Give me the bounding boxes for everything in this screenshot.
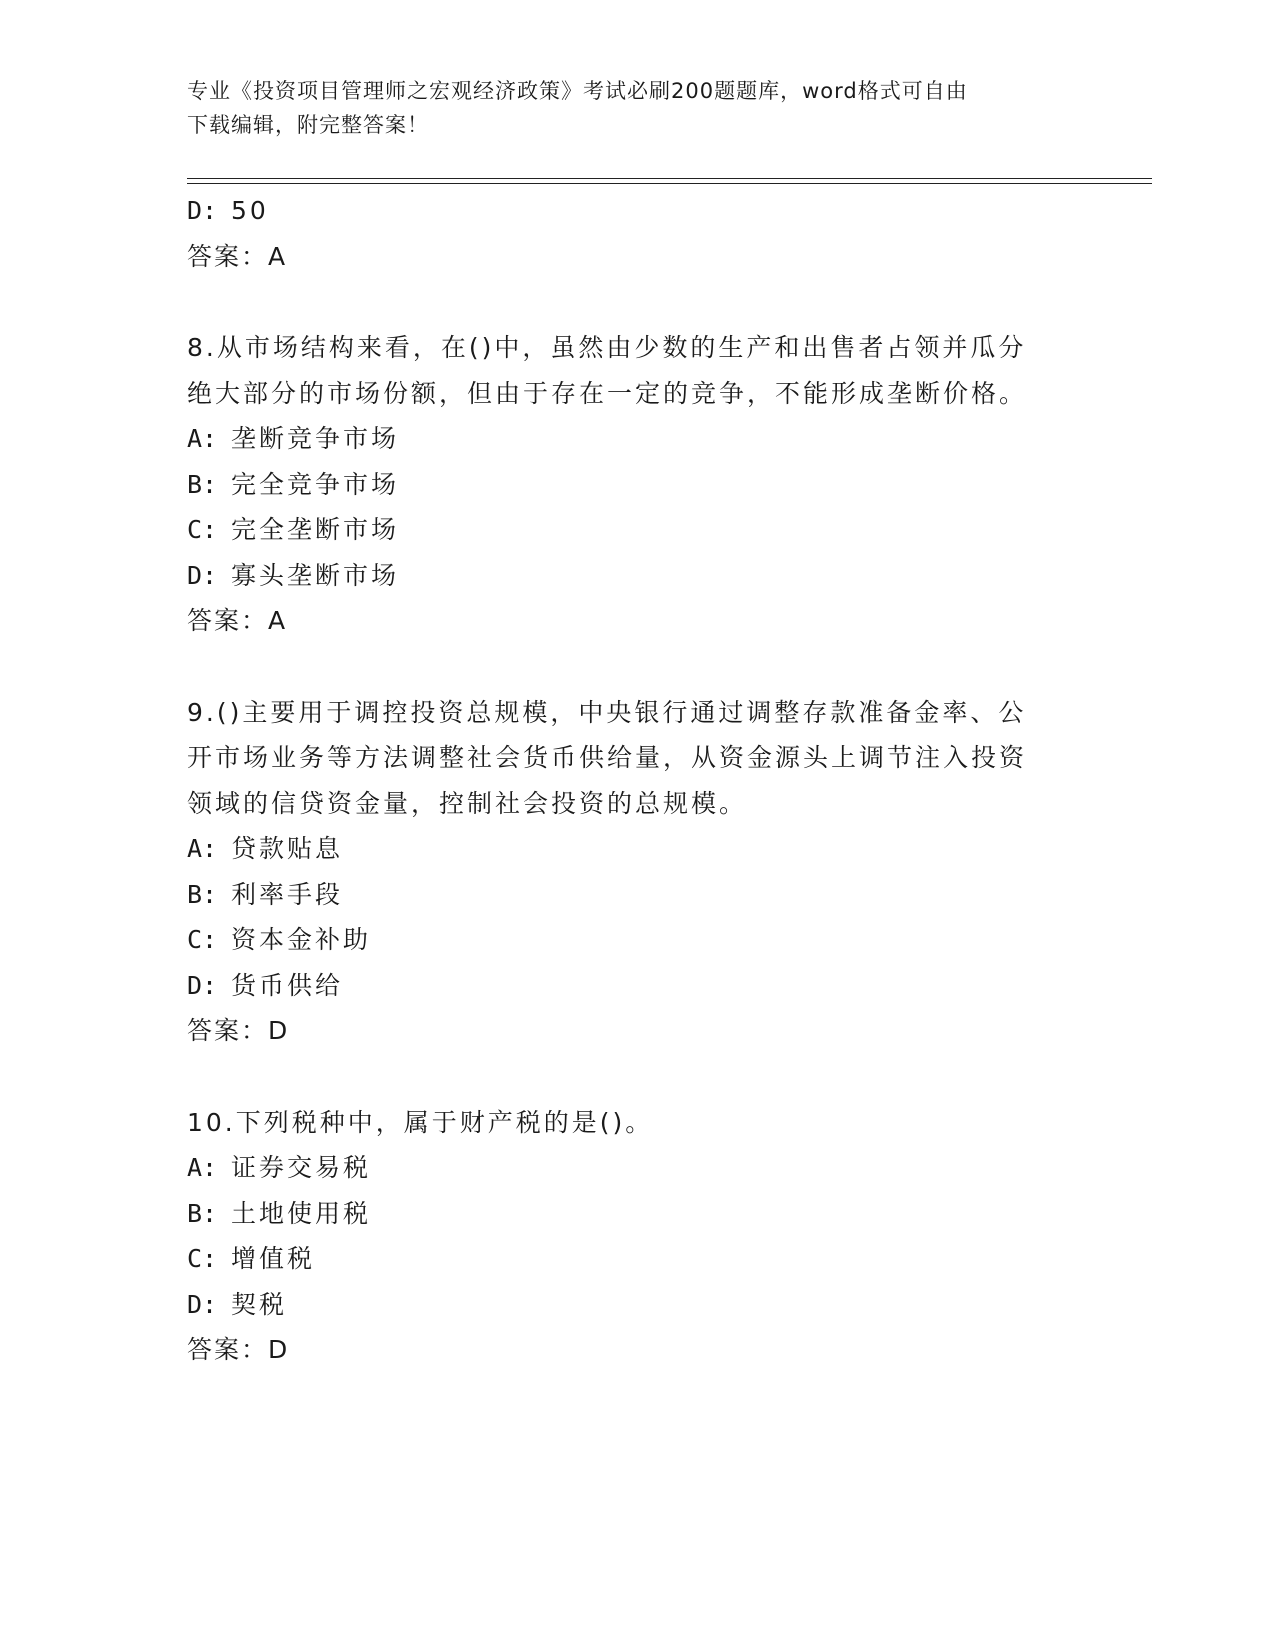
option-label: A: <box>187 1153 218 1182</box>
option-c <box>187 507 1087 553</box>
option-label: D: <box>187 560 218 590</box>
question-text-line: 9.()主要用于调控投资总规模，中央银行通过调整存款准备金率、公 <box>187 697 1027 727</box>
option-label: C: <box>187 925 218 954</box>
header-title-line1: 专业《投资项目管理师之宏观经济政策》考试必刷200题题库，word格式可自由 <box>187 79 968 103</box>
header-divider-bottom <box>187 183 1152 184</box>
option-label: D: <box>187 970 218 1000</box>
option-label: B: <box>187 469 218 499</box>
option-text: 资本金补助 <box>231 925 372 954</box>
header-divider-top <box>187 178 1152 179</box>
option-text: 完全竞争市场 <box>231 469 400 499</box>
answer: 答案：A <box>187 606 288 635</box>
option-text: 证券交易税 <box>231 1153 372 1182</box>
page-header <box>187 74 1067 142</box>
option-text: 垄断竞争市场 <box>231 424 400 453</box>
question-text-line: 开市场业务等方法调整社会货币供给量，从资金源头上调节注入投资 <box>187 743 1028 772</box>
option-label: D: <box>187 196 218 225</box>
question-10 <box>187 1100 1087 1373</box>
option-text: 贷款贴息 <box>231 834 344 863</box>
option-label: C: <box>187 1244 218 1273</box>
document-body <box>187 188 1087 1373</box>
option-label: B: <box>187 1198 218 1228</box>
question-text-line: 领域的信贷资金量，控制社会投资的总规模。 <box>187 788 748 818</box>
option-label: A: <box>187 834 218 863</box>
header-title-line2: 下载编辑，附完整答案！ <box>187 113 429 137</box>
option-label: C: <box>187 515 218 544</box>
option-text: 土地使用税 <box>231 1198 372 1228</box>
question-9 <box>187 690 1087 1054</box>
option-text: 增值税 <box>231 1244 316 1273</box>
answer: 答案：D <box>187 1335 290 1364</box>
option-a <box>187 416 1087 462</box>
question-text-line: 10.下列税种中，属于财产税的是()。 <box>187 1107 654 1137</box>
option-label: A: <box>187 424 218 453</box>
option-label: B: <box>187 879 218 909</box>
option-b <box>187 462 1087 508</box>
option-c <box>187 1236 1087 1282</box>
question-text-line: 绝大部分的市场份额，但由于存在一定的竞争，不能形成垄断价格。 <box>187 378 1028 408</box>
option-b <box>187 872 1087 918</box>
option-label: D: <box>187 1289 218 1319</box>
option-text: 契税 <box>231 1289 288 1319</box>
option-text: 货币供给 <box>231 970 344 1000</box>
option-d <box>187 553 1087 599</box>
option-c <box>187 917 1087 963</box>
option-a <box>187 826 1087 872</box>
option-a <box>187 1145 1087 1191</box>
question-8 <box>187 325 1087 644</box>
option-b <box>187 1191 1087 1237</box>
question-text-line: 8.从市场结构来看，在()中，虽然由少数的生产和出售者占领并瓜分 <box>187 333 1027 362</box>
option-text: 完全垄断市场 <box>231 515 400 544</box>
answer: 答案：D <box>187 1016 290 1045</box>
option-d-prev <box>187 188 1087 234</box>
option-text: 50 <box>231 196 269 225</box>
option-text: 寡头垄断市场 <box>231 560 400 590</box>
answer-prev: 答案：A <box>187 241 288 271</box>
option-d <box>187 963 1087 1009</box>
option-d <box>187 1282 1087 1328</box>
option-text: 利率手段 <box>231 879 344 909</box>
